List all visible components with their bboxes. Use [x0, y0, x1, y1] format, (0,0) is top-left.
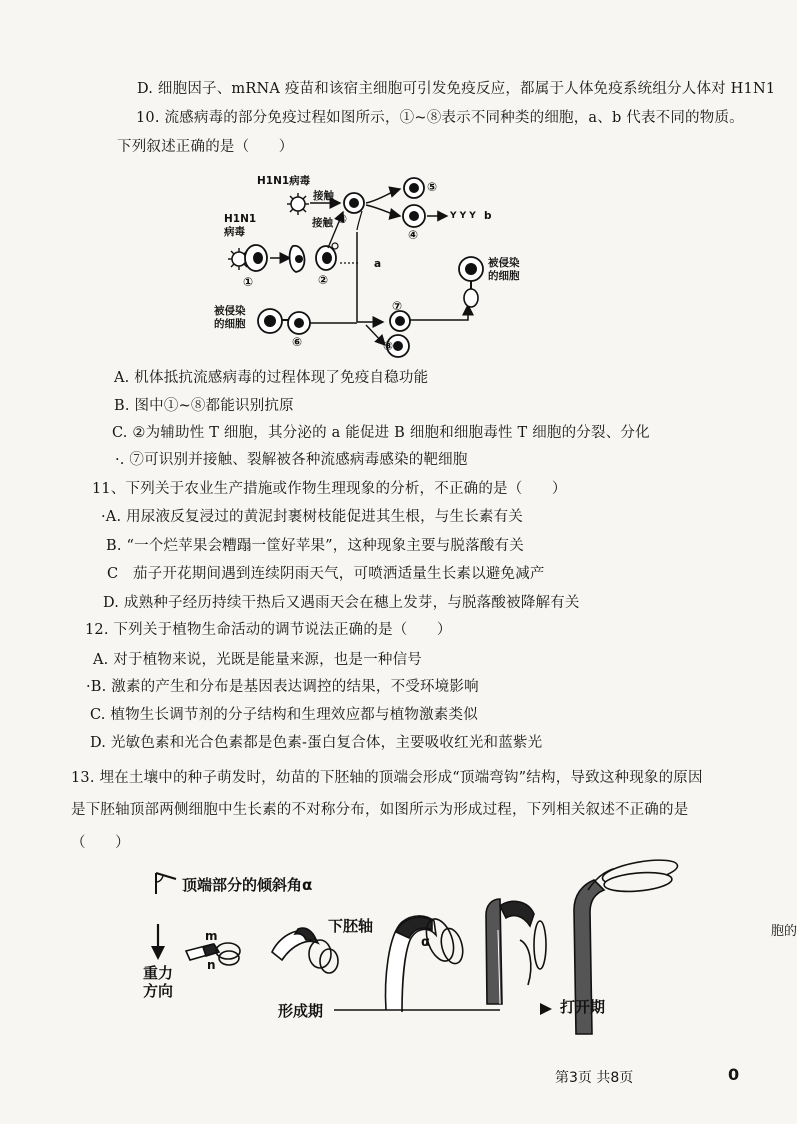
- corner-mark: 0: [728, 1065, 740, 1084]
- label-cell-6: ⑥: [292, 335, 303, 349]
- q11-option-d: D. 成熟种子经历持续干热后又遇雨天会在穗上发芽，与脱落酸被降解有关: [103, 595, 580, 611]
- label-cell-5: ⑤: [427, 180, 438, 194]
- option-d-q9: D. 细胞因子、mRNA 疫苗和该宿主细胞可引发免疫反应，都属于人体免疫系统组分人体对 H1N1: [137, 81, 776, 97]
- q12-option-d: D. 光敏色素和光合色素都是色素-蛋白复合体，主要吸收红光和蓝紫光: [90, 735, 543, 751]
- label-alpha: α: [421, 935, 430, 950]
- label-infected-left: 被侵染 的细胞: [214, 305, 246, 330]
- label-contact-2: 接触: [312, 217, 333, 229]
- label-virus-top: H1N1病毒: [257, 175, 311, 187]
- seedling-stage-4: [486, 899, 546, 1004]
- label-cell-8: ⑧: [383, 339, 394, 353]
- label-virus-left: H1N1 病毒: [224, 213, 257, 238]
- label-n: n: [207, 958, 216, 972]
- label-opening: 打开期: [560, 998, 606, 1016]
- seedling-stage-3: [386, 915, 467, 1012]
- angle-icon: [156, 873, 176, 894]
- q10-option-c: C. ②为辅助性 T 细胞，其分泌的 a 能促进 B 细胞和细胞毒性 T 细胞的分裂、分化: [112, 425, 650, 441]
- q11-option-b: B. “一个烂苹果会糟蹋一筐好苹果”，这种现象主要与脱落酸有关: [106, 538, 524, 554]
- label-cell-2: ②: [318, 273, 329, 287]
- q12-option-b: ·B. 激素的产生和分布是基因表达调控的结果，不受环境影响: [86, 679, 479, 695]
- question-10-stem: 10. 流感病毒的部分免疫过程如图所示，①~⑧表示不同种类的细胞，a、b 代表不同的物质。: [136, 110, 744, 126]
- label-angle: 顶端部分的倾斜角α: [182, 876, 313, 894]
- label-gravity: 重力 方向: [143, 964, 174, 1000]
- question-13-paren: （ ）: [71, 835, 130, 851]
- q12-option-a: A. 对于植物来说，光既是能量来源，也是一种信号: [93, 652, 422, 668]
- q10-option-b: B. 图中①~⑧都能识别抗原: [114, 398, 294, 414]
- question-10-prompt: 下列叙述正确的是（ ）: [117, 139, 294, 155]
- question-11-stem: 11、下列关于农业生产措施或作物生理现象的分析，不正确的是（ ）: [92, 481, 567, 497]
- label-cell-4: ④: [408, 228, 419, 242]
- page-number: 第3页 共8页: [555, 1070, 634, 1086]
- q10-option-a: A. 机体抵抗流感病毒的过程体现了免疫自稳功能: [114, 370, 429, 386]
- q10-option-d: ·. ⑦可识别并接触、裂解被各种流感病毒感染的靶细胞: [115, 452, 468, 468]
- label-infected-right: 被侵染 的细胞: [488, 257, 520, 282]
- question-13-stem-2: 是下胚轴顶部两侧细胞中生长素的不对称分布，如图所示为形成过程，下列相关叙述不正确的是: [71, 802, 689, 818]
- q11-option-c: C 茄子开花期间遇到连续阴雨天气，可喷洒适量生长素以避免减产: [107, 566, 545, 582]
- label-cell-1: ①: [243, 275, 254, 289]
- label-hypocotyl: 下胚轴: [328, 917, 374, 935]
- label-a: a: [374, 258, 382, 270]
- question-13-stem-1: 13. 埋在土壤中的种子萌发时，幼苗的下胚轴的顶端会形成“顶端弯钩”结构，导致这种现象的原因: [71, 770, 703, 786]
- label-b: b: [484, 210, 492, 222]
- question-12-stem: 12. 下列关于植物生命活动的调节说法正确的是（ ）: [85, 622, 452, 638]
- label-m: m: [205, 929, 218, 943]
- label-antibodies: Y Y Y: [450, 211, 476, 221]
- label-contact-1: 接触: [313, 190, 334, 202]
- q12-option-c: C. 植物生长调节剂的分子结构和生理效应都与植物激素类似: [90, 707, 478, 723]
- label-cell-7: ⑦: [392, 299, 403, 313]
- gravity-arrow-icon: [151, 924, 165, 960]
- label-formation: 形成期: [278, 1002, 324, 1020]
- label-cell-3: ③: [337, 212, 348, 226]
- edge-text: 胞的: [771, 924, 797, 939]
- q11-option-a: ·A. 用尿液反复浸过的黄泥封裹树枝能促进其生根，与生长素有关: [101, 509, 523, 525]
